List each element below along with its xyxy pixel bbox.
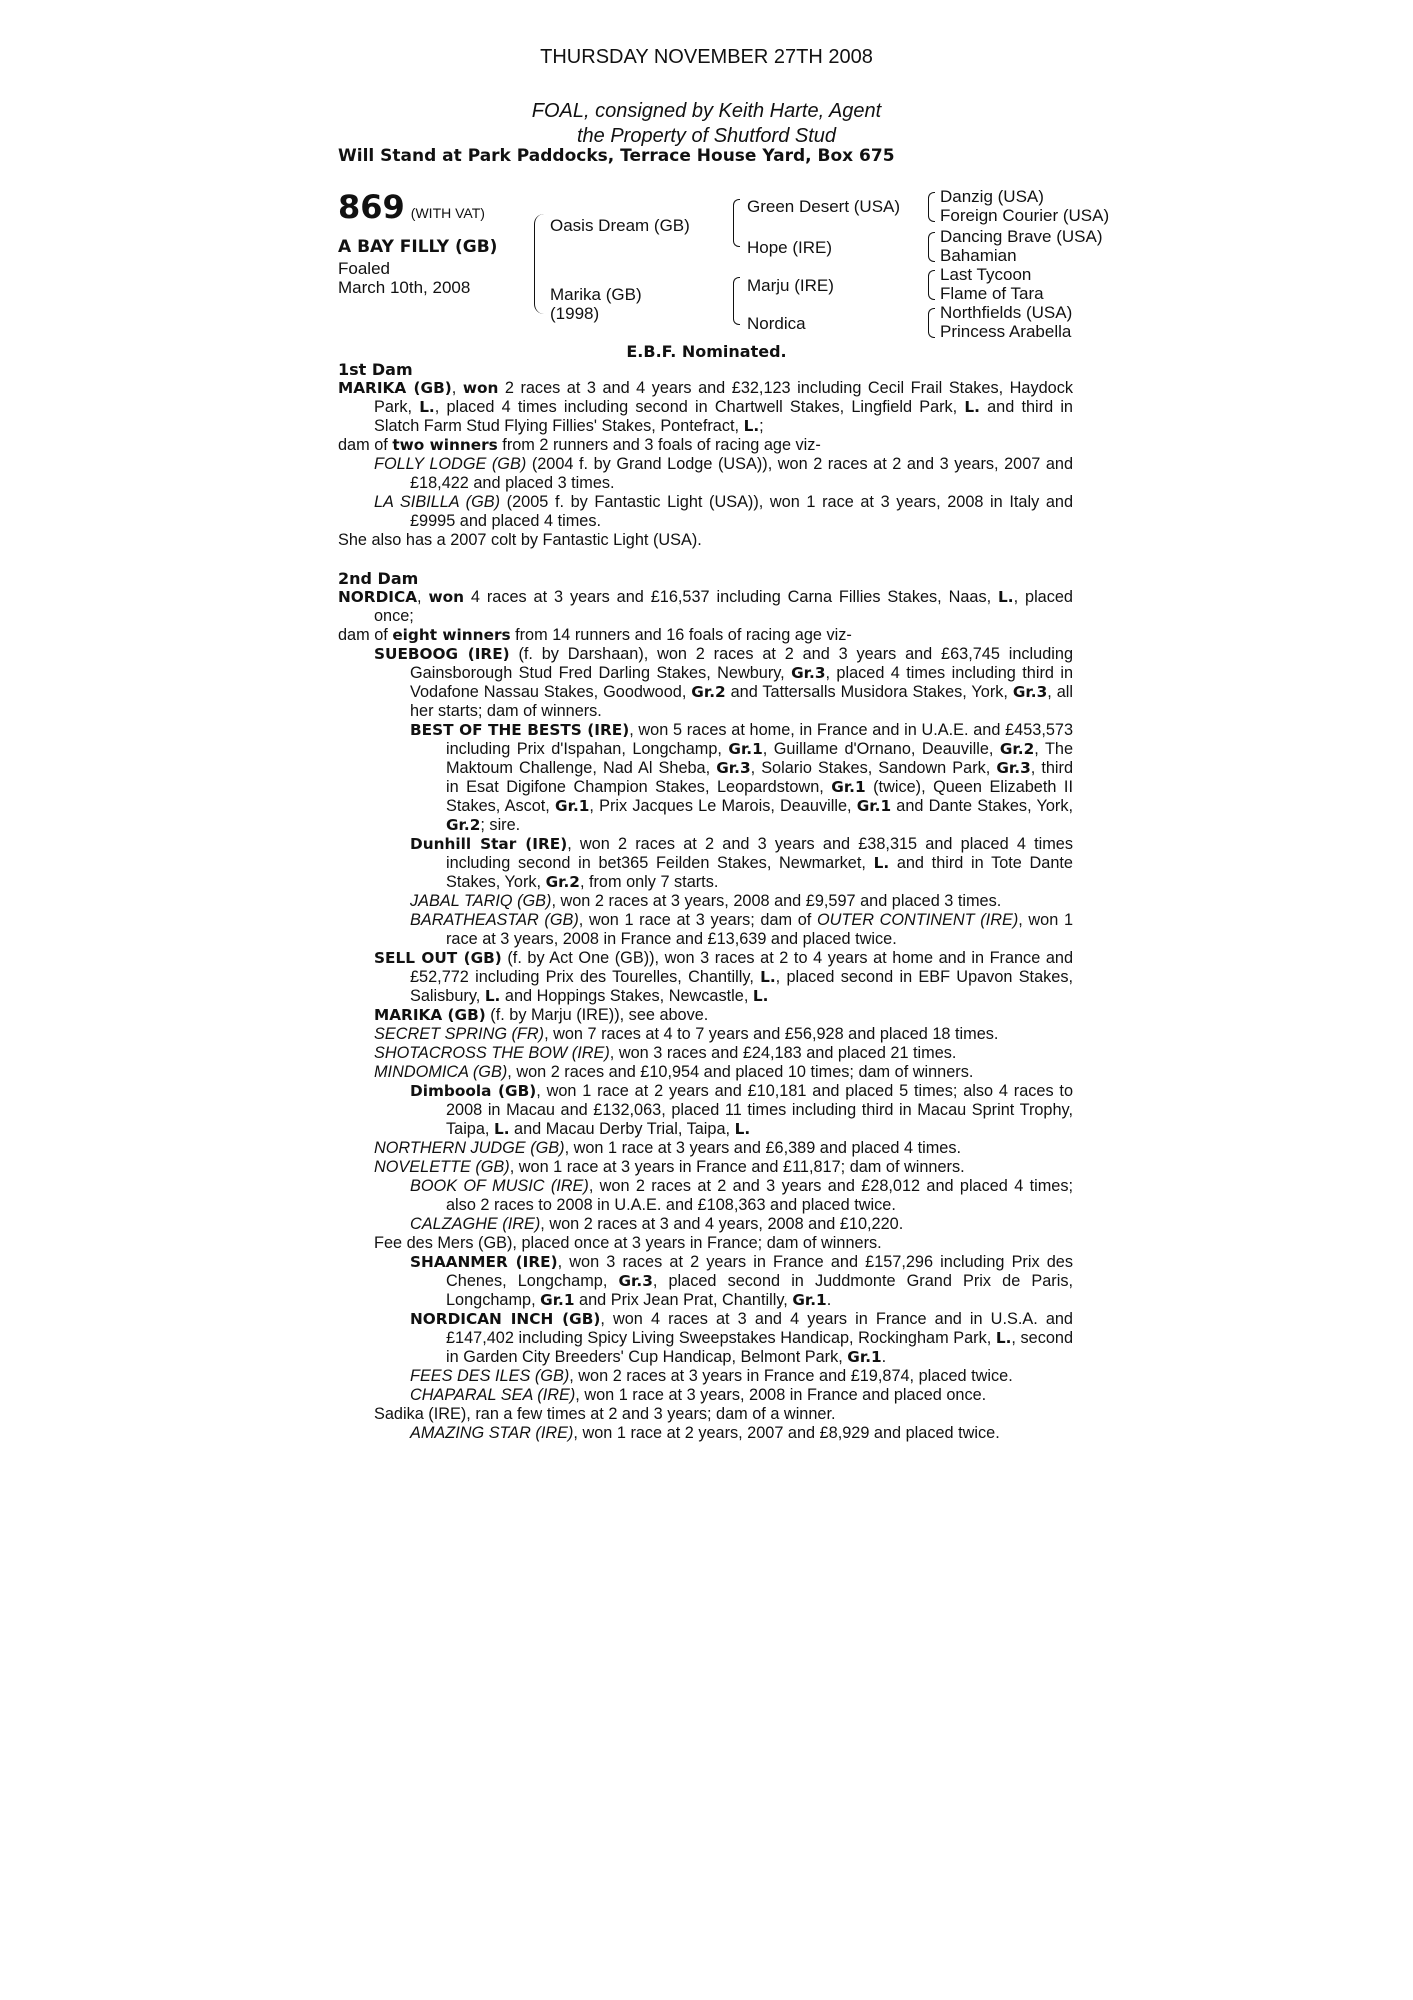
gg-brace-3 [928,270,935,300]
stand-location: Will Stand at Park Paddocks, Terrace House Yard, Box 675 [338,146,895,166]
list-item: Dunhill Star (IRE), won 2 races at 2 and 3 years and £38,315 and placed 4 times including second in bet365 Feilden Stakes, Newmarket, L. and third in Tote Dante Stakes, York, Gr.2, from only 7 starts. [410,835,1073,891]
ped-dam-sire: Marju (IRE) [747,276,834,295]
lot-title: A BAY FILLY (GB) [338,237,498,257]
vat-note: (WITH VAT) [410,205,485,221]
list-item: FEES DES ILES (GB), won 2 races at 3 years in France and £19,874, placed twice. [410,1367,1013,1385]
lot-number: 869 [338,188,405,226]
list-item: Sadika (IRE), ran a few times at 2 and 3 years; dam of a winner. [374,1405,836,1423]
list-item: AMAZING STAR (IRE), won 1 race at 2 years, 2007 and £8,929 and placed twice. [410,1424,1000,1442]
first-dam-heading: 1st Dam [338,360,413,379]
ped-dam-dam: Nordica [747,314,806,333]
sire-dam-brace [534,214,545,314]
list-item: SUEBOOG (IRE) (f. by Darshaan), won 2 races at 2 and 3 years and £63,745 including Gainsborough Stud Fred Darling Stakes, Newbury, Gr.3, placed 4 times including third in Vodafone Nassau Stakes, Goodwood, Gr.2 and Tattersalls Musidora Stakes, York, Gr.3, all her starts; dam of winners. [374,645,1073,720]
consign-line-1: FOAL, consigned by Keith Harte, Agent [531,100,882,122]
consignor [0,99,1413,149]
first-dam-produce: dam of two winners from 2 runners and 3 foals of racing age viz- [338,436,821,454]
list-item: SELL OUT (GB) (f. by Act One (GB)), won 3 races at 2 to 4 years at home and in France and £52,772 including Prix des Tourelles, Chantilly, L., placed second in EBF Upavon Stakes, Salisbury, L. and Hoppings Stakes, Newcastle, L. [374,949,1073,1005]
list-item: CHAPARAL SEA (IRE), won 1 race at 3 years, 2008 in France and placed once. [410,1386,987,1404]
lot-description [338,238,497,297]
list-item: MINDOMICA (GB), won 2 races and £10,954 and placed 10 times; dam of winners. [374,1063,974,1081]
produce-record [338,360,1073,1443]
first-dam-note: She also has a 2007 colt by Fantastic Light (USA). [338,531,702,549]
list-item: BEST OF THE BESTS (IRE), won 5 races at home, in France and in U.A.E. and £453,573 including Prix d'Ispahan, Longchamp, Gr.1, Guillame d'Ornano, Deauville, Gr.2, The Maktoum Challenge, Nad Al Sheba, Gr.3, Solario Stakes, Sandown Park, Gr.3, third in Esat Digifone Champion Stakes, Leopardstown, Gr.1 (twice), Queen Elizabeth II Stakes, Ascot, Gr.1, Prix Jacques Le Marois, Deauville, Gr.1 and Dante Stakes, York, Gr.2; sire. [410,721,1074,834]
ped-gg-8: Princess Arabella [940,322,1072,341]
ped-gg-5: Last Tycoon [940,265,1032,284]
ped-sire: Oasis Dream (GB) [550,216,690,235]
gg-brace-1 [928,192,935,222]
list-item: Fee des Mers (GB), placed once at 3 years in France; dam of winners. [374,1234,882,1252]
ebf-note: E.B.F. Nominated. [626,342,787,361]
ped-dam-year: (1998) [550,304,600,323]
ped-sire-sire: Green Desert (USA) [747,197,901,216]
list-item: BOOK OF MUSIC (IRE), won 2 races at 2 and 3 years and £28,012 and placed 4 times; also 2 races to 2008 in U.A.E. and £108,363 and placed twice. [410,1177,1073,1214]
ped-gg-7: Northfields (USA) [940,303,1073,322]
list-item: NOVELETTE (GB), won 1 race at 3 years in France and £11,817; dam of winners. [374,1158,965,1176]
list-item: MARIKA (GB) (f. by Marju (IRE)), see above. [374,1006,709,1024]
foaled-label: Foaled [338,259,390,278]
ped-gg-3: Dancing Brave (USA) [940,227,1103,246]
list-item: FOLLY LODGE (GB) (2004 f. by Grand Lodge (USA)), won 2 races at 2 and 3 years, 2007 and £18,422 and placed 3 times. [374,455,1074,492]
gg-brace-4 [928,308,935,338]
sire-line-brace [733,199,740,247]
list-item: LA SIBILLA (GB) (2005 f. by Fantastic Light (USA)), won 1 race at 3 years, 2008 in Italy and £9995 and placed 4 times. [374,493,1073,530]
first-dam-record: MARIKA (GB), won 2 races at 3 and 4 years and £32,123 including Cecil Frail Stakes, Haydock Park, L., placed 4 times including second in Chartwell Stakes, Lingfield Park, L. and third in Slatch Farm Stud Flying Fillies' Stakes, Pontefract, L.; [338,379,1073,435]
list-item: SHAANMER (IRE), won 3 races at 2 years in France and £157,296 including Prix des Chenes, Longchamp, Gr.3, placed second in Juddmonte Grand Prix de Paris, Longchamp, Gr.1 and Prix Jean Prat, Chantilly, Gr.1. [410,1253,1073,1309]
ped-gg-2: Foreign Courier (USA) [940,206,1110,225]
list-item: BARATHEASTAR (GB), won 1 race at 3 years; dam of OUTER CONTINENT (IRE), won 1 race at 3 years, 2008 in France and £13,639 and placed twice. [410,911,1073,948]
ped-dam [550,285,642,323]
second-dam-produce: dam of eight winners from 14 runners and 16 foals of racing age viz- [338,626,852,644]
list-item: CALZAGHE (IRE), won 2 races at 3 and 4 years, 2008 and £10,220. [410,1215,904,1233]
foaled-date: March 10th, 2008 [338,278,471,297]
list-item: NORDICAN INCH (GB), won 4 races at 3 and 4 years in France and in U.S.A. and £147,402 including Spicy Living Sweepstakes Handicap, Rockingham Park, L., second in Garden City Breeders' Cup Handicap, Belmont Park, Gr.1. [410,1310,1073,1366]
list-item: Dimboola (GB), won 1 race at 2 years and £10,181 and placed 5 times; also 4 races to 2008 in Macau and £132,063, placed 11 times including third in Macau Sprint Trophy, Taipa, L. and Macau Derby Trial, Taipa, L. [410,1082,1074,1138]
list-item: SHOTACROSS THE BOW (IRE), won 3 races and £24,183 and placed 21 times. [374,1044,957,1062]
ped-gg-6: Flame of Tara [940,284,1044,303]
ped-sire-dam: Hope (IRE) [747,238,833,257]
ped-dam-name: Marika (GB) [550,285,642,304]
second-dam-record: NORDICA, won 4 races at 3 years and £16,537 including Carna Fillies Stakes, Naas, L., placed once; [338,588,1073,625]
list-item: SECRET SPRING (FR), won 7 races at 4 to 7 years and £56,928 and placed 18 times. [374,1025,999,1043]
dam-line-brace [733,277,740,325]
gg-brace-2 [928,232,935,262]
ped-gg-4: Bahamian [940,246,1017,265]
sale-date: THURSDAY NOVEMBER 27TH 2008 [540,46,873,68]
second-dam-heading: 2nd Dam [338,569,419,588]
list-item: JABAL TARIQ (GB), won 2 races at 3 years, 2008 and £9,597 and placed 3 times. [410,892,1002,910]
consign-line-2: the Property of Shutford Stud [576,125,837,147]
ped-gg-1: Danzig (USA) [940,187,1044,206]
lot-heading [338,188,485,226]
list-item: NORTHERN JUDGE (GB), won 1 race at 3 years and £6,389 and placed 4 times. [374,1139,961,1157]
